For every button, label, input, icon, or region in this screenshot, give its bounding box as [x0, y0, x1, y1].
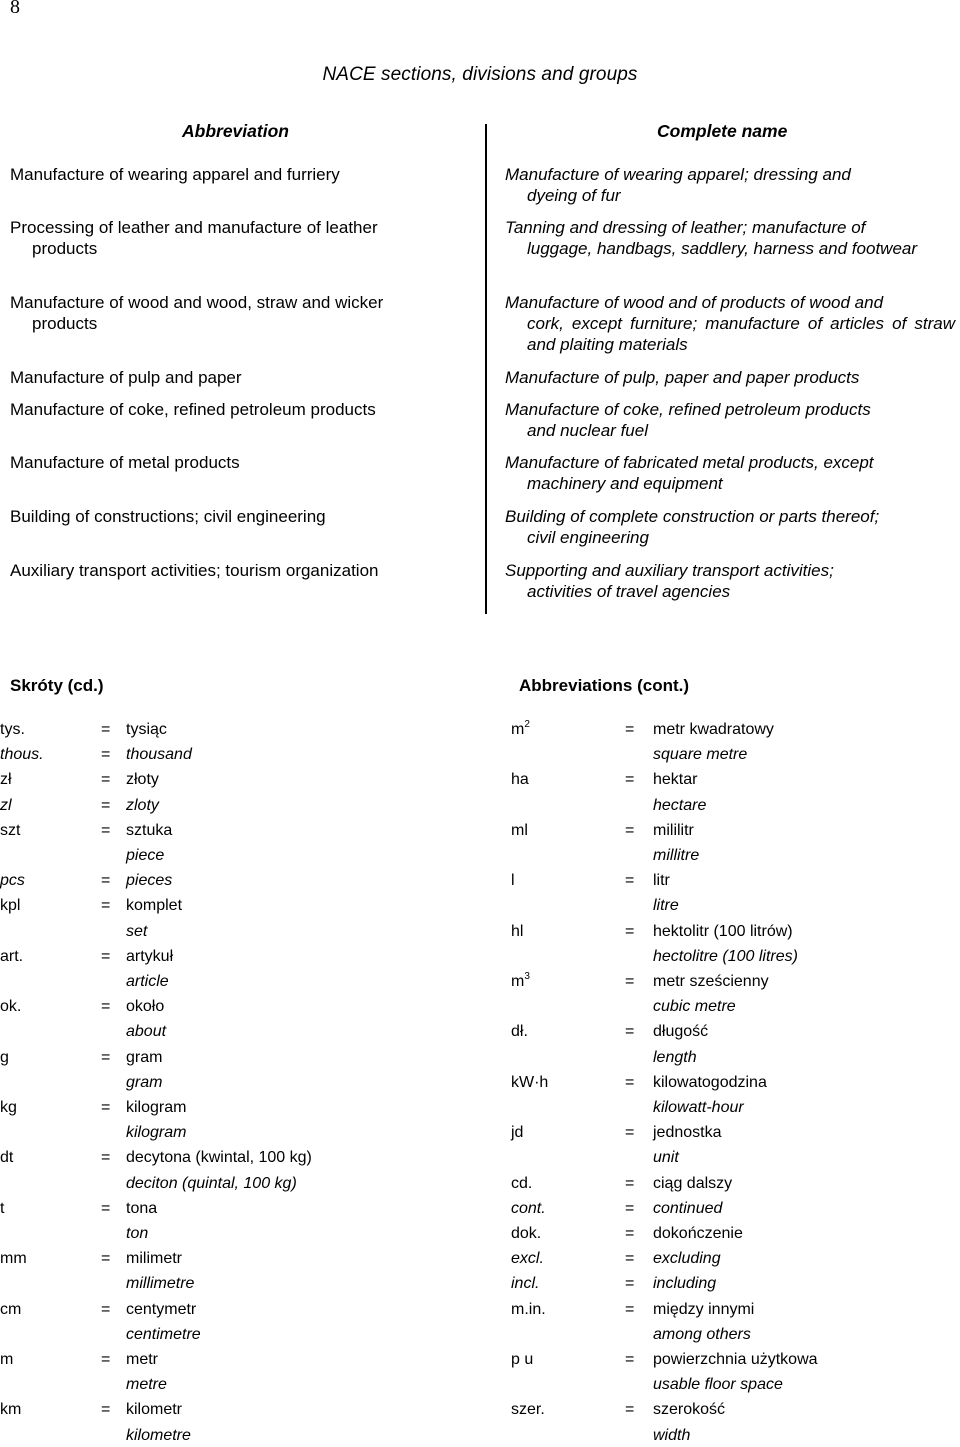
line-first: Manufacture of wearing apparel; dressing and	[505, 165, 851, 184]
column-divider	[485, 124, 487, 614]
nace-complete-name	[505, 560, 955, 602]
line-first: Manufacture of fabricated metal products, except	[505, 453, 874, 472]
nace-abbreviation	[10, 292, 476, 334]
abbreviation-meaning: deciton (quintal, 100 kg)	[126, 1174, 297, 1192]
abbreviation-key-text: pcs	[0, 872, 25, 890]
line-first: Manufacture of wood and of products of wood and	[505, 293, 884, 312]
abbreviation-key	[0, 744, 44, 766]
abbreviation-key-text: dł.	[511, 1023, 528, 1041]
nace-complete-name	[505, 164, 955, 206]
abbreviation-key	[0, 1198, 4, 1220]
abbreviation-key-text: szer.	[511, 1401, 545, 1419]
abbreviation-key-text: hl	[511, 922, 524, 940]
abbreviation-key	[0, 1097, 17, 1119]
abbreviation-key	[0, 1299, 21, 1321]
abbreviation-meaning: artykuł	[126, 947, 174, 965]
equals-sign: =	[101, 897, 111, 915]
nace-abbreviation	[10, 399, 476, 420]
nace-abbreviation	[10, 164, 476, 185]
abbreviation-key-text: kW·h	[511, 1073, 549, 1091]
abbreviation-meaning: hektar	[653, 771, 698, 789]
abbreviation-key	[0, 1248, 27, 1270]
equals-sign: =	[101, 872, 111, 890]
abbreviation-meaning: cubic metre	[653, 998, 736, 1016]
abbreviation-key	[511, 820, 528, 842]
abbreviation-meaning: zloty	[126, 796, 159, 814]
equals-sign: =	[101, 1149, 111, 1167]
abbreviation-meaning: litre	[653, 897, 679, 915]
line-first: Manufacture of wood and wood, straw and wicker	[10, 293, 384, 312]
equals-sign: =	[625, 973, 635, 990]
equals-sign: =	[101, 796, 111, 814]
abbreviation-key-text: m	[511, 973, 525, 990]
abbreviation-key-text: art.	[0, 947, 24, 965]
abbreviation-key	[511, 769, 529, 791]
equals-sign: =	[101, 771, 111, 789]
abbreviation-key	[511, 1122, 523, 1144]
line-continuation: dyeing of fur	[527, 186, 621, 205]
abbreviation-meaning: square metre	[653, 746, 748, 764]
line-first: Manufacture of metal products	[10, 453, 240, 472]
abbreviation-meaning: gram	[126, 1073, 163, 1091]
abbreviation-column-header: Abbreviation	[182, 121, 289, 141]
equals-sign: =	[101, 821, 111, 839]
line-first: Manufacture of coke, refined petroleum products	[505, 400, 871, 419]
abbreviation-meaning: sztuka	[126, 821, 173, 839]
abbreviation-meaning: dokończenie	[653, 1225, 743, 1242]
line-continuation: products	[32, 239, 98, 258]
abbreviation-meaning: kilometr	[126, 1401, 183, 1419]
equals-sign: =	[625, 821, 635, 839]
abbreviation-meaning: kilowatt-hour	[653, 1099, 744, 1116]
abbreviation-meaning: millitre	[653, 847, 700, 864]
abbreviation-meaning: set	[126, 922, 148, 940]
abbreviation-meaning: article	[126, 973, 169, 990]
superscript: 2	[524, 719, 530, 730]
abbreviation-meaning: millimetre	[126, 1275, 195, 1293]
abbreviation-meaning: among others	[653, 1325, 751, 1343]
abbreviation-key	[0, 870, 25, 892]
abbreviation-meaning: thousand	[126, 746, 192, 764]
abbreviation-meaning: milimetr	[126, 1250, 182, 1268]
abbreviation-key	[511, 971, 530, 993]
line-continuation: civil engineering	[527, 528, 649, 547]
abbreviation-key-text: excl.	[511, 1250, 544, 1268]
abbreviation-key	[511, 719, 530, 741]
abbreviation-meaning: decytona (kwintal, 100 kg)	[126, 1149, 312, 1167]
abbreviation-meaning: pieces	[126, 872, 173, 890]
abbreviation-key	[0, 946, 23, 968]
abbreviation-meaning: komplet	[126, 897, 183, 915]
page-number: 8	[10, 0, 20, 18]
abbreviation-meaning: piece	[126, 847, 165, 864]
abbreviation-meaning: about	[126, 1023, 167, 1041]
line-first: Supporting and auxiliary transport activities;	[505, 561, 834, 580]
abbreviation-meaning: metr sześcienny	[653, 973, 769, 990]
abbreviation-meaning: złoty	[126, 771, 159, 789]
abbreviation-meaning: litr	[653, 872, 670, 890]
abbreviation-meaning: tona	[126, 1199, 158, 1217]
abbreviation-key-text: incl.	[511, 1275, 540, 1293]
abbreviation-meaning: unit	[653, 1149, 679, 1167]
nace-complete-name	[505, 217, 955, 259]
abbreviation-key-text: ha	[511, 771, 529, 789]
equals-sign: =	[625, 1351, 635, 1368]
equals-sign: =	[625, 872, 635, 890]
abbreviation-key	[511, 1349, 533, 1371]
abbreviation-key	[511, 1223, 541, 1245]
abbreviation-key-text: cont.	[511, 1199, 546, 1217]
equals-sign: =	[625, 1300, 635, 1318]
abbreviation-meaning: hektolitr (100 litrów)	[653, 922, 793, 940]
abbreviation-key-text: ml	[511, 821, 528, 839]
abbreviation-meaning: kilogram	[126, 1099, 187, 1116]
abbreviation-meaning: długość	[653, 1023, 709, 1041]
abbreviation-key-text: m	[0, 1351, 14, 1368]
equals-sign: =	[101, 998, 111, 1016]
equals-sign: =	[625, 922, 635, 940]
abbreviation-key	[0, 719, 25, 741]
line-first: Tanning and dressing of leather; manufacture of	[505, 218, 866, 237]
equals-sign: =	[625, 1275, 635, 1293]
abbreviation-key	[0, 820, 20, 842]
nace-abbreviation	[10, 506, 476, 527]
equals-sign: =	[101, 1300, 111, 1318]
abbreviation-meaning: length	[653, 1048, 697, 1066]
abbreviation-meaning: metr kwadratowy	[653, 721, 774, 738]
equals-sign: =	[625, 1174, 635, 1192]
abbreviation-key-text: ok.	[0, 998, 22, 1016]
abbreviation-meaning: metre	[126, 1376, 167, 1394]
abbreviation-key	[511, 1173, 532, 1195]
abbreviation-key-text: cd.	[511, 1174, 533, 1192]
abbreviation-key	[0, 1147, 13, 1169]
abbreviation-key-text: zl	[0, 796, 12, 814]
abbreviation-meaning: continued	[653, 1199, 723, 1217]
abbreviation-meaning: hectare	[653, 796, 707, 814]
equals-sign: =	[101, 1099, 111, 1116]
abbreviation-meaning: powierzchnia użytkowa	[653, 1351, 818, 1368]
abbreviation-key-text: dt	[0, 1149, 14, 1167]
abbreviation-key	[0, 795, 12, 817]
abbreviation-meaning: między innymi	[653, 1300, 755, 1318]
nace-complete-name	[505, 399, 955, 441]
abbreviation-key	[511, 921, 523, 943]
abbreviation-key-text: dok.	[511, 1225, 542, 1242]
abbreviation-key	[511, 1248, 544, 1270]
equals-sign: =	[625, 1250, 635, 1268]
line-continuation: and nuclear fuel	[527, 421, 648, 440]
nace-complete-name	[505, 292, 955, 355]
abbreviation-key-text: t	[0, 1199, 5, 1217]
equals-sign: =	[625, 771, 635, 789]
equals-sign: =	[625, 721, 635, 738]
page-title: NACE sections, divisions and groups	[322, 64, 638, 85]
line-first: Building of constructions; civil engineering	[10, 507, 326, 526]
line-first: Manufacture of pulp and paper	[10, 368, 242, 387]
line-first: Manufacture of coke, refined petroleum products	[10, 400, 376, 419]
line-continuation: luggage, handbags, saddlery, harness and footwear	[527, 239, 918, 258]
equals-sign: =	[625, 1124, 635, 1142]
equals-sign: =	[101, 1351, 111, 1368]
abbreviation-key	[511, 1273, 539, 1295]
abbreviation-key-text: cm	[0, 1300, 22, 1318]
abbreviation-meaning: tysiąc	[126, 721, 167, 738]
superscript: 3	[524, 971, 530, 982]
abbreviation-key-text: kg	[0, 1099, 17, 1116]
abbreviation-meaning: kilometre	[126, 1426, 191, 1444]
abbreviation-key-text: g	[0, 1048, 9, 1066]
abbreviation-key	[511, 1299, 546, 1321]
abbreviation-meaning: usable floor space	[653, 1376, 783, 1394]
abbreviation-meaning: centymetr	[126, 1300, 197, 1318]
abbreviation-key	[511, 1021, 528, 1043]
equals-sign: =	[625, 1199, 635, 1217]
line-first: Auxiliary transport activities; tourism organization	[10, 561, 379, 580]
line-continuation: products	[32, 314, 98, 333]
abbreviation-key	[0, 1349, 13, 1371]
abbreviations-en-title: Abbreviations (cont.)	[519, 676, 690, 695]
nace-abbreviation	[10, 217, 476, 259]
equals-sign: =	[101, 1048, 111, 1066]
nace-abbreviation	[10, 367, 476, 388]
abbreviation-meaning: hectolitre (100 litres)	[653, 947, 798, 965]
abbreviation-key-text: l	[511, 872, 515, 890]
abbreviation-key	[0, 769, 12, 791]
abbreviation-meaning: excluding	[653, 1250, 721, 1268]
line-continuation: cork, except furniture; manufacture of articles of straw and plaiting materials	[527, 314, 955, 354]
abbreviation-key	[511, 1198, 546, 1220]
equals-sign: =	[101, 1250, 111, 1268]
line-first: Processing of leather and manufacture of leather	[10, 218, 378, 237]
abbreviation-key-text: p u	[511, 1351, 534, 1368]
abbreviation-key	[511, 870, 515, 892]
abbreviation-key	[0, 1047, 9, 1069]
abbreviation-meaning: including	[653, 1275, 717, 1293]
equals-sign: =	[625, 1225, 635, 1242]
equals-sign: =	[625, 1023, 635, 1041]
abbreviation-meaning: kilogram	[126, 1124, 187, 1142]
abbreviation-meaning: kilowatogodzina	[653, 1073, 767, 1091]
abbreviation-key-text: szt	[0, 821, 21, 839]
abbreviation-key	[0, 895, 20, 917]
abbreviation-meaning: ciąg dalszy	[653, 1174, 733, 1192]
equals-sign: =	[625, 1073, 635, 1091]
abbreviation-meaning: ton	[126, 1225, 149, 1242]
equals-sign: =	[101, 1401, 111, 1419]
abbreviation-meaning: szerokość	[653, 1401, 726, 1419]
abbreviation-key-text: zł	[0, 771, 12, 789]
line-first: Building of complete construction or parts thereof;	[505, 507, 880, 526]
abbreviation-key	[511, 1072, 548, 1094]
line-first: Manufacture of wearing apparel and furriery	[10, 165, 340, 184]
line-continuation: machinery and equipment	[527, 474, 723, 493]
nace-complete-name	[505, 367, 955, 388]
nace-complete-name	[505, 506, 955, 548]
abbreviation-key-text: m.in.	[511, 1300, 546, 1318]
abbreviation-key-text: mm	[0, 1250, 27, 1268]
abbreviation-key-text: km	[0, 1401, 22, 1419]
equals-sign: =	[101, 947, 111, 965]
abbreviation-key-text: thous.	[0, 746, 44, 764]
nace-complete-name	[505, 452, 955, 494]
abbreviation-key	[511, 1399, 545, 1421]
abbreviation-meaning: jednostka	[653, 1124, 722, 1142]
abbreviation-meaning: gram	[126, 1048, 163, 1066]
equals-sign: =	[101, 1199, 111, 1217]
abbreviation-key-text: kpl	[0, 897, 21, 915]
abbreviations-pl-title: Skróty (cd.)	[10, 676, 104, 695]
complete-name-column-header: Complete name	[657, 121, 788, 141]
abbreviation-key	[0, 1399, 21, 1421]
equals-sign: =	[101, 721, 111, 738]
nace-abbreviation	[10, 560, 476, 581]
equals-sign: =	[101, 746, 111, 764]
abbreviation-meaning: width	[653, 1426, 691, 1444]
abbreviation-meaning: centimetre	[126, 1325, 201, 1343]
abbreviation-key-text: tys.	[0, 721, 25, 738]
abbreviation-key-text: m	[511, 721, 525, 738]
equals-sign: =	[625, 1401, 635, 1419]
abbreviation-key	[0, 996, 21, 1018]
abbreviation-key-text: jd	[511, 1124, 524, 1142]
line-first: Manufacture of pulp, paper and paper products	[505, 368, 860, 387]
abbreviation-meaning: około	[126, 998, 165, 1016]
line-continuation: activities of travel agencies	[527, 582, 731, 601]
nace-abbreviation	[10, 452, 476, 473]
abbreviation-meaning: mililitr	[653, 821, 694, 839]
abbreviation-meaning: metr	[126, 1351, 158, 1368]
